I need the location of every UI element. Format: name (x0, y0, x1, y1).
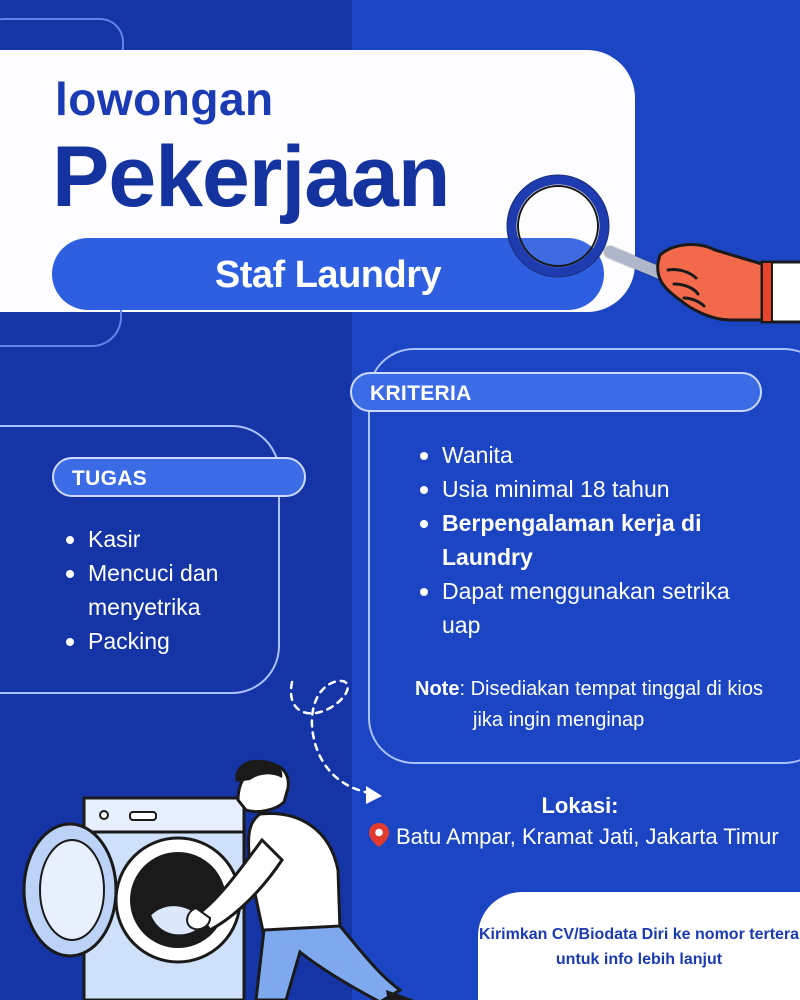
tugas-label: TUGAS (72, 467, 147, 490)
list-item: Usia minimal 18 tahun (418, 472, 748, 506)
lokasi-address: Batu Ampar, Kramat Jati, Jakarta Timur (396, 824, 779, 849)
tugas-list (64, 522, 264, 658)
job-title-text: Staf Laundry (214, 254, 442, 296)
footer-card (478, 892, 800, 1000)
list-item: Packing (64, 624, 264, 658)
laundry-machine-person-illustration (0, 740, 470, 1000)
title-lowongan: lowongan (55, 73, 274, 125)
kriteria-label-pill (350, 372, 762, 412)
note-text: Disediakan tempat tinggal di kios jika ingin menginap (470, 678, 763, 731)
list-item: Kasir (64, 522, 264, 556)
note-block: Note: Disediakan tempat tinggal di kios jika ingin menginap (415, 678, 763, 731)
tugas-label-pill (52, 457, 306, 497)
list-item: Wanita (418, 438, 748, 472)
kriteria-list (418, 438, 748, 642)
footer-text: Kirimkan CV/Biodata Diri ke nomor tertera untuk info lebih lanjut (478, 926, 800, 968)
lokasi-title: Lokasi: (541, 793, 619, 818)
kriteria-label: KRITERIA (370, 382, 472, 405)
list-item: Dapat menggunakan setrika uap (418, 574, 748, 642)
list-item: Mencuci dan menyetrika (64, 556, 264, 624)
magnifying-glass-hand-icon (500, 160, 800, 340)
list-item: Berpengalaman kerja di Laundry (418, 506, 748, 574)
note-label: Note (415, 678, 460, 700)
title-pekerjaan: Pekerjaan (52, 129, 450, 225)
